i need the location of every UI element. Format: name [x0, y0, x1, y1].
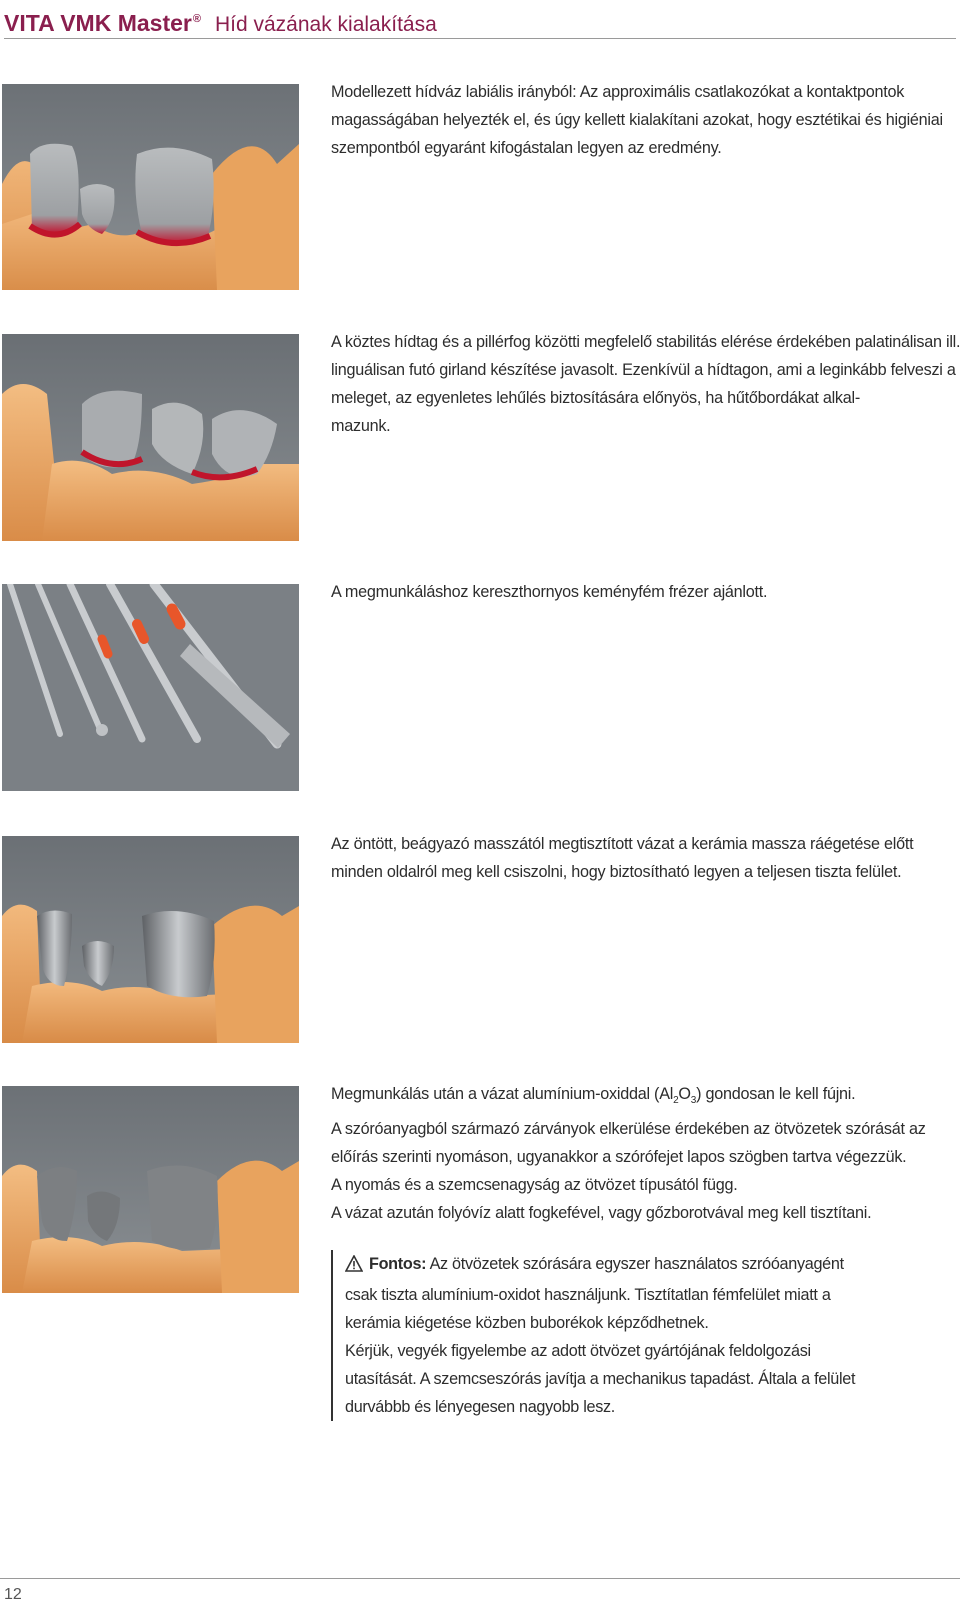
palatinal-girland-photo [2, 334, 299, 541]
section-3-text: A megmunkáláshoz kereszthornyos keményfém frézer ajánlott. [331, 583, 768, 601]
note-text-2: Kérjük, vegyék figyelembe az adott ötvözet gyártójának feldolgozási utasítását. A szemcseszórás javítja a mechanikus tapadást. Általa a felület durvábbb és lényegesen nagyobb lesz. [345, 1342, 856, 1416]
modelled-bridge-photo [2, 84, 299, 290]
sandblasted-framework-photo [2, 1086, 299, 1293]
warning-triangle-icon [345, 1253, 363, 1281]
note-label: Fontos: [369, 1255, 427, 1273]
note-text-1: Az ötvözetek szórására egyszer használatos szróóanyagént csak tiszta alumínium-oxidot használjunk. Tisztítatlan fémfelület miatt a kerámia kiégetése közben buborékok képződhetnek. [345, 1255, 844, 1332]
brand-name: VITA VMK Master® [4, 10, 201, 36]
carbide-burs-photo [2, 584, 299, 791]
page-title: Híd vázának kialakítása [214, 13, 437, 36]
page-header [4, 2, 956, 39]
cast-framework-photo [2, 836, 299, 1043]
section-4-text: Az öntött, beágyazó masszától megtisztított vázat a kerámia massza ráégetése előtt minden oldalról meg kell csiszolni, hogy biztosítható legyen a teljesen tiszta felület. [331, 835, 914, 881]
section-2-text: A köztes hídtag és a pillérfog közötti megfelelő stabilitás elérése érdekében palatinálisan ill. linguálisan futó girland készítése javasolt. Ezenkívül a hídtagon, ami a leginkább felveszi a meleget, az egyenletes lehűlés biztosítására előnyös, ha hűtőbordákat alkal- mazunk. [331, 333, 960, 435]
section-1-text: Modellezett hídváz labiális irányból: Az approximális csatlakozókat a kontaktpontok magasságában helyezték el, és úgy kellett kialakítani azokat, hogy esztétikai és higiéniai szempontból egyaránt kifogástalan legyen az eredmény. [331, 83, 943, 157]
important-note [331, 1250, 865, 1421]
section-5-text: Megmunkálás után a vázat alumínium-oxiddal $(Al_2O_3)$ gondosan le kell fújni. A szóróanyagból származó zárványok elkerülése érdekében az ötvözetek szórását az előírás szerinti nyomáson, ugyanakkor a szórófejet lapos szögben tartva végezzük. A nyomás és a szemcsenagyság az ötvözet típusától függ. A vázat azután folyóvíz alatt fogkefével, vagy gőzborotvával meg kell tisztítani. [331, 1085, 926, 1223]
page-number: 12 [4, 1586, 22, 1603]
footer-divider [0, 1578, 960, 1579]
